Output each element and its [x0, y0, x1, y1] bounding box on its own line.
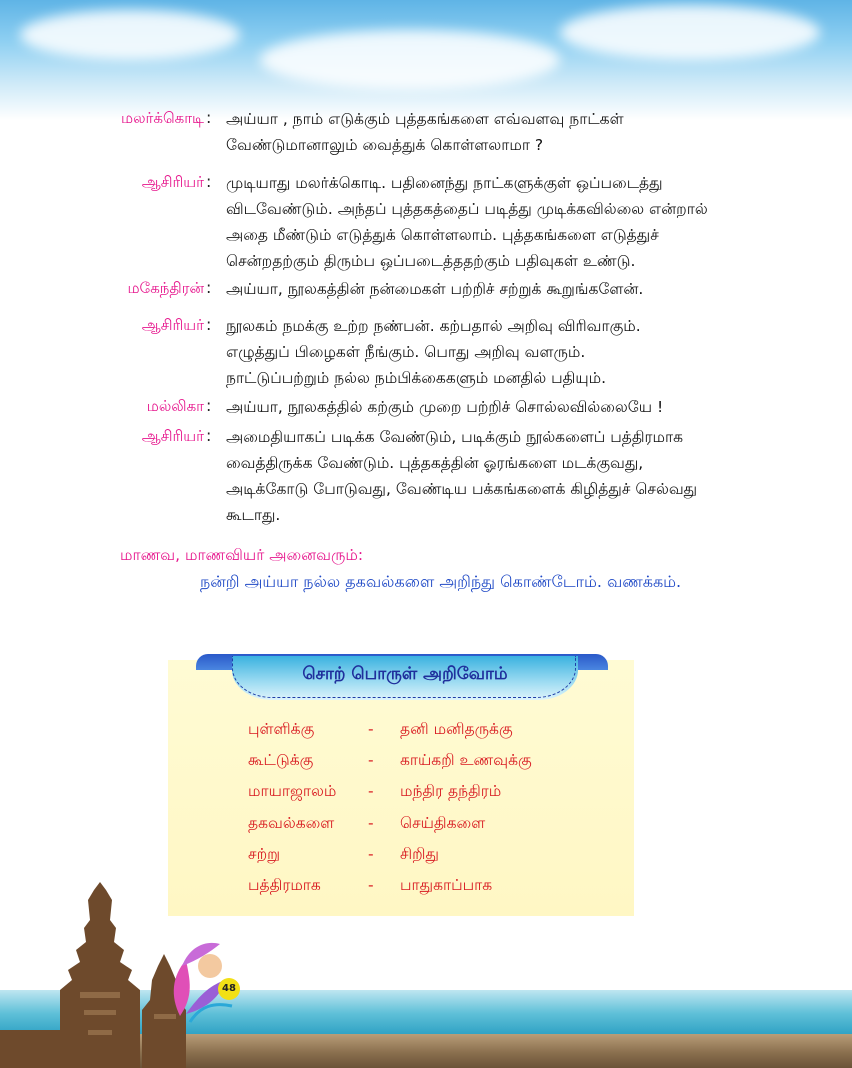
sky-header-background — [0, 0, 852, 120]
speaker-name: ஆசிரியர் — [141, 173, 204, 191]
speech-line: அய்யா, நூலகத்தின் நன்மைகள் பற்றிச் சற்றுக் கூறுங்களேன். — [226, 280, 644, 298]
speech-line: முடியாது மலர்க்கொடி. பதினைந்து நாட்களுக்குள் ஒப்படைத்து — [226, 174, 663, 192]
speech-line: நாட்டுப்பற்றும் நல்ல நம்பிக்கைகளும் மனதில் பதியும். — [226, 369, 607, 387]
glossary-row — [0, 720, 852, 746]
speech-line: விடவேண்டும். அந்தப் புத்தகத்தைப் படித்து முடிக்கவில்லை என்றால் — [226, 200, 708, 218]
glossary-word: சற்று — [248, 845, 281, 863]
glossary-word: புள்ளிக்கு — [248, 720, 315, 738]
cloud — [260, 30, 560, 90]
speech-line: நூலகம் நமக்கு உற்ற நண்பன். கற்பதால் அறிவு விரிவாகும். — [226, 317, 641, 335]
glossary-separator: - — [368, 720, 374, 738]
speech-line: அய்யா , நாம் எடுக்கும் புத்தகங்களை எவ்வளவு நாட்கள் — [226, 110, 624, 128]
colon: : — [206, 278, 212, 297]
glossary-meaning: காய்கறி உணவுக்கு — [400, 751, 532, 769]
glossary-separator: - — [368, 751, 374, 769]
speaker-name: மல்லிகா — [146, 397, 204, 415]
glossary-separator: - — [368, 782, 374, 800]
glossary-word: மாயாஜாலம் — [248, 782, 337, 800]
glossary-meaning: தனி மனிதருக்கு — [400, 720, 513, 738]
glossary-separator: - — [368, 845, 374, 863]
speech-line: கூடாது. — [226, 506, 281, 524]
glossary-title: சொற் பொருள் அறிவோம் — [302, 664, 508, 684]
glossary-meaning: மந்திர தந்திரம் — [400, 782, 502, 800]
glossary-word: கூட்டுக்கு — [248, 751, 314, 769]
glossary-meaning: செய்திகளை — [400, 814, 486, 832]
glossary-row — [0, 751, 852, 777]
speaker-name: மகேந்திரன் — [127, 279, 204, 297]
colon: : — [206, 172, 212, 191]
speech-line: அமைதியாகப் படிக்க வேண்டும், படிக்கும் நூல்களைப் பத்திரமாக — [226, 428, 684, 446]
glossary-meaning: பாதுகாப்பாக — [400, 876, 493, 894]
glossary-row — [0, 814, 852, 840]
speech-line: வைத்திருக்க வேண்டும். புத்தகத்தின் ஓரங்களை மடக்குவது, — [226, 454, 644, 472]
speaker-name: ஆசிரியர் — [141, 316, 204, 334]
glossary-separator: - — [368, 814, 374, 832]
glossary-row — [0, 782, 852, 808]
speaker-name: ஆசிரியர் — [141, 427, 204, 445]
students-speech: நன்றி அய்யா நல்ல தகவல்களை அறிந்து கொண்டோம். வணக்கம். — [200, 572, 682, 591]
speech-text — [226, 276, 752, 302]
speech-text — [226, 313, 752, 391]
colon: : — [206, 315, 212, 334]
colon: : — [206, 108, 212, 127]
speech-line: எழுத்துப் பிழைகள் நீங்கும். பொது அறிவு வளரும். — [226, 343, 586, 361]
speech-text — [226, 394, 752, 420]
colon: : — [206, 396, 212, 415]
speech-line: அதை மீண்டும் எடுத்துக் கொள்ளலாம். புத்தகங்களை எடுத்துச் — [226, 226, 659, 244]
page-number-badge: 48 — [218, 978, 240, 1000]
speech-text — [226, 170, 752, 274]
cloud — [560, 5, 820, 60]
glossary-word: தகவல்களை — [248, 814, 335, 832]
colon: : — [206, 426, 212, 445]
speech-text — [226, 424, 752, 528]
speech-line: வேண்டுமானாலும் வைத்துக் கொள்ளலாமா ? — [226, 136, 544, 154]
glossary-row — [0, 845, 852, 871]
glossary-separator: - — [368, 876, 374, 894]
speech-line: அய்யா, நூலகத்தில் கற்கும் முறை பற்றிச் சொல்லவில்லையே ! — [226, 398, 664, 416]
glossary-meaning: சிறிது — [400, 845, 439, 863]
speaker-name: மலர்க்கொடி — [121, 109, 204, 127]
speech-text — [226, 106, 752, 158]
glossary-word: பத்திரமாக — [248, 876, 321, 894]
students-label: மாணவ, மாணவியர் அனைவரும்: — [120, 546, 364, 564]
speech-line: சென்றதற்கும் திரும்ப ஒப்படைத்ததற்கும் பதிவுகள் உண்டு. — [226, 252, 636, 270]
speech-line: அடிக்கோடு போடுவது, வேண்டிய பக்கங்களைக் கிழித்துச் செல்வது — [226, 480, 698, 498]
cloud — [20, 10, 240, 60]
